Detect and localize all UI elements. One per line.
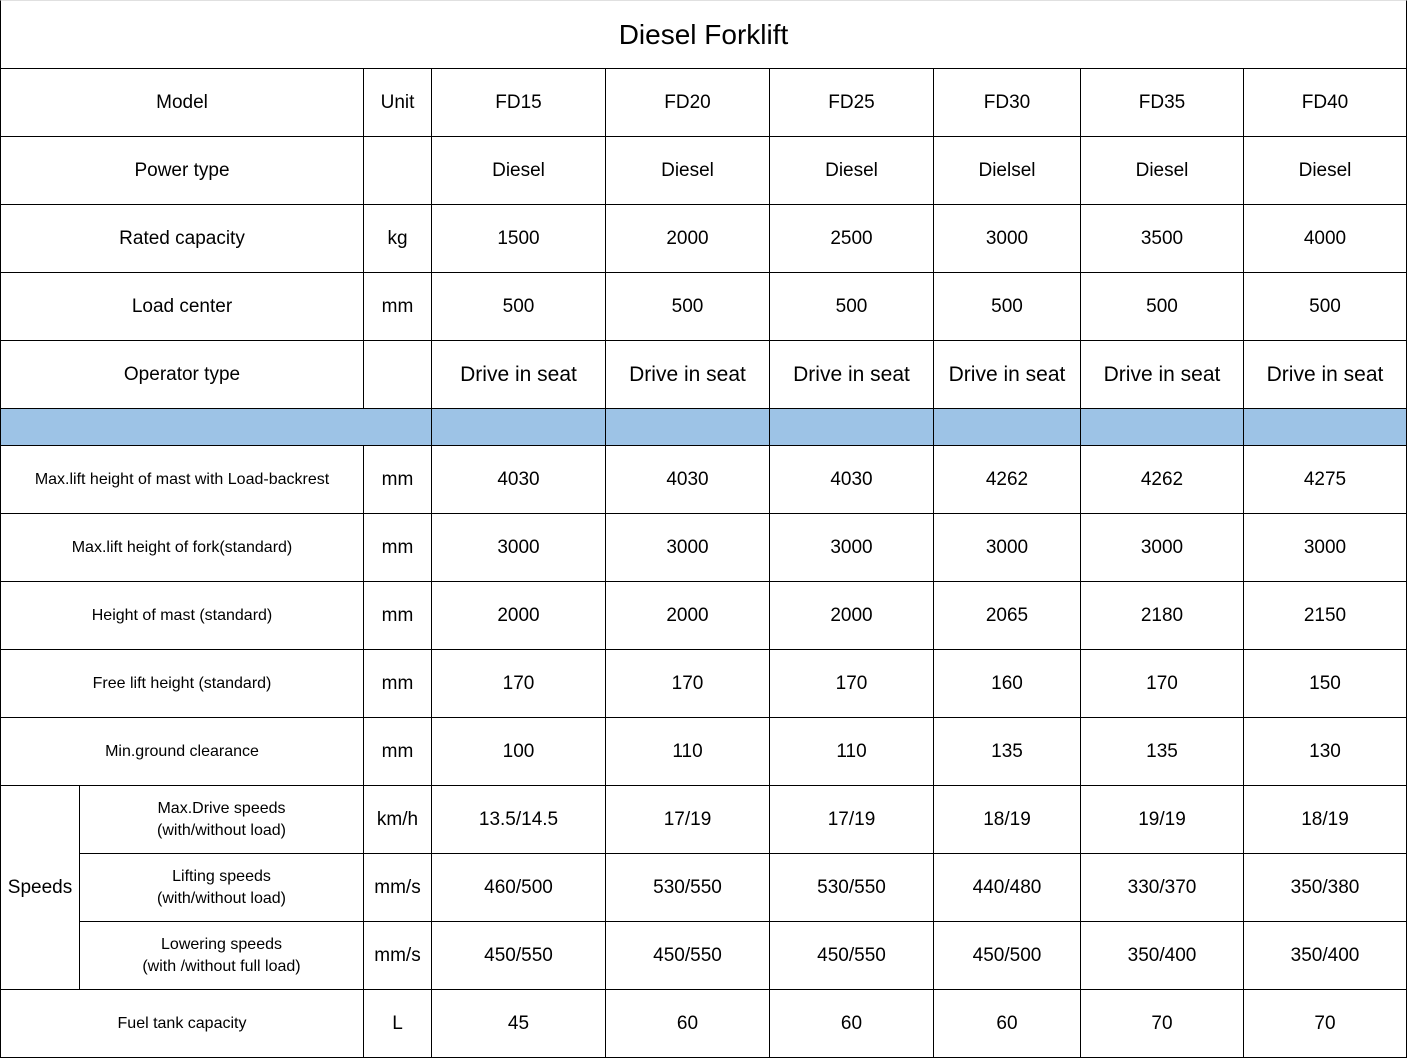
separator-cell [934,409,1081,446]
row-value: 3000 [432,514,606,582]
speed-label-line2: (with/without load) [157,821,286,839]
row-label: Max.lift height of fork(standard) [1,514,364,582]
row-value: Diesel [1244,137,1407,205]
header-row [1,69,1407,137]
row-label: Power type [1,137,364,205]
row-value: 2000 [606,205,770,273]
row-value: 60 [934,990,1081,1058]
speed-value: 13.5/14.5 [432,786,606,854]
row-value: 500 [1244,273,1407,341]
row-value: 2500 [770,205,934,273]
speed-label [80,854,364,922]
row-value: 2000 [770,582,934,650]
table-row [1,650,1407,718]
row-value: 2000 [606,582,770,650]
row-label: Height of mast (standard) [1,582,364,650]
speeds-row [1,922,1407,990]
speed-value: 530/550 [606,854,770,922]
row-value: 170 [606,650,770,718]
speed-label-line2: (with /without full load) [142,957,301,975]
row-value: 160 [934,650,1081,718]
row-value: Dielsel [934,137,1081,205]
row-value: 2180 [1081,582,1244,650]
row-unit: mm [364,650,432,718]
speed-value: 450/550 [432,922,606,990]
row-value: 150 [1244,650,1407,718]
row-label: Max.lift height of mast with Load-backrest [1,446,364,514]
row-value: 3000 [1081,514,1244,582]
row-value: 60 [606,990,770,1058]
row-unit: kg [364,205,432,273]
row-value: 45 [432,990,606,1058]
row-value: 500 [432,273,606,341]
speed-unit: mm/s [364,854,432,922]
row-value: 60 [770,990,934,1058]
speed-label-line1: Max.Drive speeds [157,799,286,817]
row-value: 4275 [1244,446,1407,514]
table-row [1,446,1407,514]
row-value: 4030 [606,446,770,514]
separator-cell [770,409,934,446]
speed-value: 19/19 [1081,786,1244,854]
row-value: 170 [1081,650,1244,718]
row-label: Min.ground clearance [1,718,364,786]
row-label: Rated capacity [1,205,364,273]
row-value: 2065 [934,582,1081,650]
speed-label [80,922,364,990]
separator-cell [1,409,432,446]
table-row [1,273,1407,341]
model-header: Model [1,69,364,137]
row-value: 3000 [606,514,770,582]
row-value: Drive in seat [432,341,606,409]
row-value: 4030 [432,446,606,514]
row-value: 4262 [1081,446,1244,514]
row-unit: mm [364,446,432,514]
speed-unit: mm/s [364,922,432,990]
speed-label-line1: Lifting speeds [172,867,271,885]
model-FD15: FD15 [432,69,606,137]
row-value: Drive in seat [606,341,770,409]
table-row [1,205,1407,273]
row-value: 1500 [432,205,606,273]
row-value: 135 [1081,718,1244,786]
row-value: 4262 [934,446,1081,514]
speed-value: 18/19 [1244,786,1407,854]
model-FD35: FD35 [1081,69,1244,137]
unit-header: Unit [364,69,432,137]
row-value: 70 [1244,990,1407,1058]
row-value: 500 [606,273,770,341]
row-label: Fuel tank capacity [1,990,364,1058]
row-unit: mm [364,514,432,582]
speeds-row [1,786,1407,854]
speeds-row [1,854,1407,922]
table-row [1,514,1407,582]
row-value: 100 [432,718,606,786]
row-value: Drive in seat [770,341,934,409]
sheet-title: Diesel Forklift [0,0,1407,69]
speed-value: 460/500 [432,854,606,922]
row-value: Diesel [1081,137,1244,205]
row-value: Drive in seat [934,341,1081,409]
row-value: 130 [1244,718,1407,786]
row-unit: L [364,990,432,1058]
table-row [1,718,1407,786]
row-value: 2150 [1244,582,1407,650]
row-value: 3000 [770,514,934,582]
row-value: 110 [770,718,934,786]
row-value: 500 [1081,273,1244,341]
row-label: Free lift height (standard) [1,650,364,718]
model-FD20: FD20 [606,69,770,137]
separator-cell [432,409,606,446]
row-label: Operator type [1,341,364,409]
row-value: 500 [934,273,1081,341]
speed-value: 450/500 [934,922,1081,990]
row-unit: mm [364,582,432,650]
speed-value: 450/550 [606,922,770,990]
row-value: 4000 [1244,205,1407,273]
row-value: 2000 [432,582,606,650]
model-FD40: FD40 [1244,69,1407,137]
row-value: 70 [1081,990,1244,1058]
row-value: 3000 [1244,514,1407,582]
speed-value: 530/550 [770,854,934,922]
speed-value: 17/19 [770,786,934,854]
speed-value: 350/380 [1244,854,1407,922]
speed-unit: km/h [364,786,432,854]
speed-value: 440/480 [934,854,1081,922]
model-FD30: FD30 [934,69,1081,137]
row-value: 135 [934,718,1081,786]
speed-value: 350/400 [1244,922,1407,990]
speed-value: 18/19 [934,786,1081,854]
row-value: Drive in seat [1244,341,1407,409]
speeds-group-label: Speeds [1,786,80,990]
spec-table [0,68,1407,1058]
separator-cell [606,409,770,446]
table-row [1,137,1407,205]
row-value: 4030 [770,446,934,514]
table-row [1,582,1407,650]
speed-value: 17/19 [606,786,770,854]
model-FD25: FD25 [770,69,934,137]
table-row [1,341,1407,409]
row-value: 170 [770,650,934,718]
row-unit [364,341,432,409]
speed-value: 350/400 [1081,922,1244,990]
table-row [1,990,1407,1058]
row-value: 3000 [934,205,1081,273]
row-value: Diesel [432,137,606,205]
separator-cell [1081,409,1244,446]
row-value: 500 [770,273,934,341]
speed-label-line2: (with/without load) [157,889,286,907]
separator-cell [1244,409,1407,446]
speed-value: 450/550 [770,922,934,990]
section-separator [1,409,1407,446]
speed-value: 330/370 [1081,854,1244,922]
row-value: Diesel [770,137,934,205]
speed-label-line1: Lowering speeds [161,935,282,953]
row-value: Diesel [606,137,770,205]
row-value: 3500 [1081,205,1244,273]
speed-label [80,786,364,854]
row-unit [364,137,432,205]
row-label: Load center [1,273,364,341]
row-unit: mm [364,718,432,786]
row-unit: mm [364,273,432,341]
row-value: Drive in seat [1081,341,1244,409]
row-value: 170 [432,650,606,718]
row-value: 110 [606,718,770,786]
row-value: 3000 [934,514,1081,582]
